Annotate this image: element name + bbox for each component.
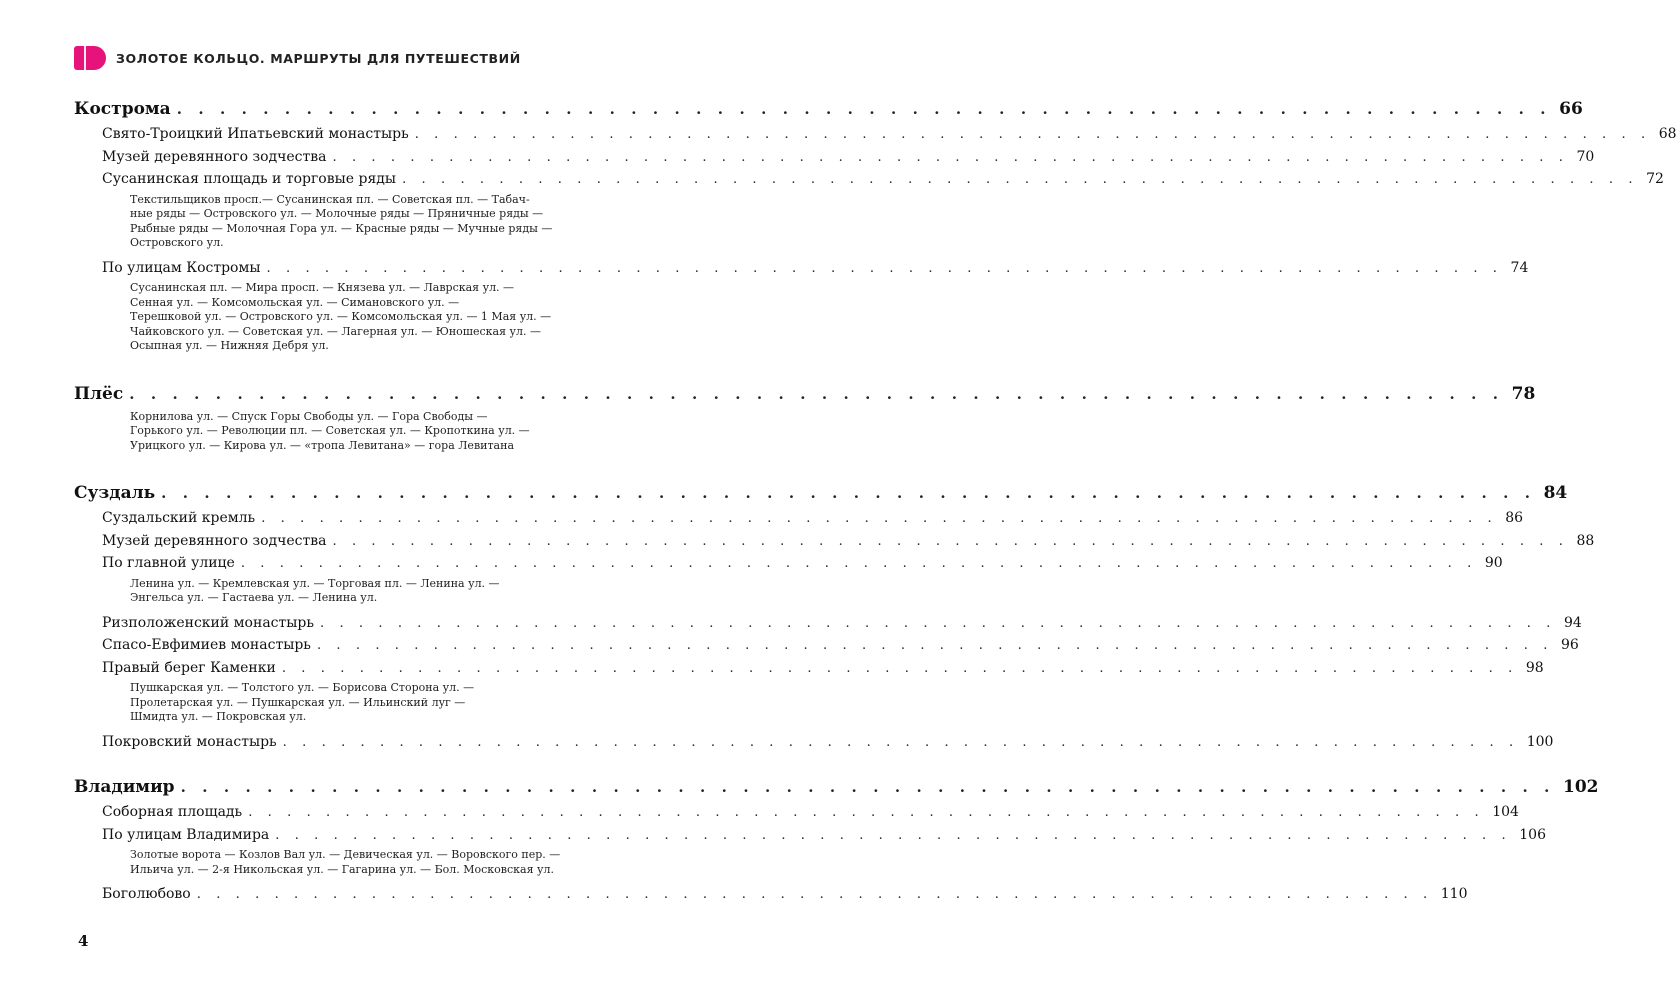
chapter-badge-icon xyxy=(74,46,108,70)
section-entry-title: Суздаль xyxy=(74,483,156,503)
subsection-entry[interactable] xyxy=(74,257,1529,280)
dot-leader: . . . . . . . . . . . . . . . . . . . . . . . . . . . . . . . . . . . . . . . . . . . . . . . . . . . . . . . . . . . . . . . . xyxy=(196,887,1433,902)
street-list xyxy=(74,681,742,725)
subsection-entry-page: 96 xyxy=(1560,637,1579,653)
section-gap xyxy=(74,753,742,773)
subsection-entry-title: Суздальский кремль xyxy=(102,510,256,526)
toc-section xyxy=(74,380,1536,454)
section-entry[interactable] xyxy=(74,479,1568,507)
subsection-entry-page: 104 xyxy=(1492,804,1519,820)
subsection-entry-page: 94 xyxy=(1564,614,1582,631)
section-entry-page: 102 xyxy=(1563,777,1599,797)
subsection-entry-title: Музей деревянного зодчества xyxy=(102,148,327,165)
section-entry-title: Кострома xyxy=(74,99,171,119)
dot-leader: . . . . . . . . . . . . . . . . . . . . . . . . . . . . . . . . . . . . . . . . . . . . . . . . . . . . . . . . . . . . . . . . xyxy=(266,260,1503,276)
subsection-entry-page: 68 xyxy=(1658,126,1677,142)
subsection-entry[interactable] xyxy=(74,123,1677,146)
dot-leader: . . . . . . . . . . . . . . . . . . . . . . . . . . . . . . . . . . . . . . . . . . . . . . . . . . . . . . . . . . . . . . . . xyxy=(176,100,1552,118)
subsection-entry[interactable] xyxy=(74,612,1582,635)
toc-section xyxy=(74,95,1677,354)
section-entry[interactable] xyxy=(74,380,1536,408)
dot-leader: . . . . . . . . . . . . . . . . . . . . . . . . . . . . . . . . . . . . . . . . . . . . . . . . . . . . . . . . . . . . . . . . xyxy=(319,615,1556,631)
dot-leader: . . . . . . . . . . . . . . . . . . . . . . . . . . . . . . . . . . . . . . . . . . . . . . . . . . . . . . . . . . . . . . . . xyxy=(240,556,1477,571)
dot-leader: . . . . . . . . . . . . . . . . . . . . . . . . . . . . . . . . . . . . . . . . . . . . . . . . . . . . . . . . . . . . . . . . xyxy=(281,660,1518,676)
section-entry-title: Владимир xyxy=(74,777,175,797)
subsection-entry-title: По улицам Владимира xyxy=(102,826,270,843)
street-line: Текстильщиков просп.— Сусанинская пл. — Советская пл. — Табач- xyxy=(130,192,530,206)
subsection-entry[interactable] xyxy=(74,824,1546,847)
subsection-entry[interactable] xyxy=(74,634,1579,657)
dot-leader: . . . . . . . . . . . . . . . . . . . . . . . . . . . . . . . . . . . . . . . . . . . . . . . . . . . . . . . . . . . . . . . . xyxy=(402,172,1639,187)
street-list xyxy=(74,410,742,454)
toc-section xyxy=(74,773,1599,906)
street-line: Островского ул. xyxy=(130,236,224,249)
subsection-entry-page: 98 xyxy=(1525,659,1544,676)
subsection-entry[interactable] xyxy=(74,731,1554,754)
street-line: Шмидта ул. — Покровская ул. xyxy=(130,710,307,723)
street-line: Горького ул. — Революции пл. — Советская ул. — Кропоткина ул. — xyxy=(130,424,530,437)
subsection-entry-page: 90 xyxy=(1484,555,1503,571)
section-entry-page: 84 xyxy=(1543,483,1568,503)
subsection-entry-title: Соборная площадь xyxy=(102,804,243,820)
dot-leader: . . . . . . . . . . . . . . . . . . . . . . . . . . . . . . . . . . . . . . . . . . . . . . . . . . . . . . . . . . . . . . . . xyxy=(261,511,1498,526)
table-of-contents xyxy=(74,95,1677,906)
subsection-entry-title: По улицам Костромы xyxy=(102,259,261,276)
subsection-entry-page: 88 xyxy=(1576,532,1595,549)
subsection-entry-title: Спасо-Евфимиев монастырь xyxy=(102,637,311,653)
dot-leader: . . . . . . . . . . . . . . . . . . . . . . . . . . . . . . . . . . . . . . . . . . . . . . . . . . . . . . . . . . . . . . . . xyxy=(282,734,1519,750)
section-gap xyxy=(74,459,742,479)
street-line: Сенная ул. — Комсомольская ул. — Симановского ул. — xyxy=(130,295,460,309)
section-entry-title: Плёс xyxy=(74,383,124,404)
section-entry[interactable] xyxy=(74,95,1583,123)
subsection-entry-title: Ризположенский монастырь xyxy=(102,614,314,631)
subsection-entry[interactable] xyxy=(74,507,1524,530)
subsection-entry[interactable] xyxy=(74,146,1595,169)
dot-leader: . . . . . . . . . . . . . . . . . . . . . . . . . . . . . . . . . . . . . . . . . . . . . . . . . . . . . . . . . . . . . . . . xyxy=(332,149,1569,165)
street-line: Пролетарская ул. — Пушкарская ул. — Ильинский луг — xyxy=(130,695,466,709)
page-number: 4 xyxy=(78,932,89,950)
dot-leader: . . . . . . . . . . . . . . . . . . . . . . . . . . . . . . . . . . . . . . . . . . . . . . . . . . . . . . . . . . . . . . . . xyxy=(180,778,1555,796)
subsection-entry-title: Свято-Троицкий Ипатьевский монастырь xyxy=(102,126,409,142)
toc-section xyxy=(74,479,1595,753)
subsection-entry-page: 100 xyxy=(1526,733,1554,750)
subsection-entry[interactable] xyxy=(74,530,1595,553)
street-list xyxy=(74,848,742,877)
section-entry-page: 66 xyxy=(1559,99,1583,119)
subsection-entry-title: Покровский монастырь xyxy=(102,733,277,750)
street-line: Ильича ул. — 2-я Никольская ул. — Гагарина ул. — Бол. Московская ул. xyxy=(130,862,554,876)
section-gap xyxy=(74,360,742,380)
dot-leader: . . . . . . . . . . . . . . . . . . . . . . . . . . . . . . . . . . . . . . . . . . . . . . . . . . . . . . . . . . . . . . . . xyxy=(332,533,1569,549)
subsection-entry-title: Музей деревянного зодчества xyxy=(102,532,327,549)
street-line: Пушкарская ул. — Толстого ул. — Борисова Сторона ул. — xyxy=(130,681,475,694)
street-line: Осыпная ул. — Нижняя Дебря ул. xyxy=(130,339,329,352)
street-line: Урицкого ул. — Кирова ул. — «тропа Левитана» — гора Левитана xyxy=(130,438,514,452)
street-line: Рыбные ряды — Молочная Гора ул. — Красные ряды — Мучные ряды — xyxy=(130,221,553,235)
subsection-entry-page: 86 xyxy=(1505,510,1524,526)
section-entry[interactable] xyxy=(74,773,1599,801)
subsection-entry-page: 106 xyxy=(1519,826,1546,843)
street-list xyxy=(74,193,742,251)
street-line: Терешковой ул. — Островского ул. — Комсомольская ул. — 1 Мая ул. — xyxy=(130,310,552,323)
subsection-entry-page: 110 xyxy=(1440,886,1468,902)
dot-leader: . . . . . . . . . . . . . . . . . . . . . . . . . . . . . . . . . . . . . . . . . . . . . . . . . . . . . . . . . . . . . . . . xyxy=(161,484,1536,502)
subsection-entry-page: 70 xyxy=(1576,148,1595,165)
subsection-entry-title: Сусанинская площадь и торговые ряды xyxy=(102,171,397,187)
street-line: Чайковского ул. — Советская ул. — Лагерная ул. — Юношеская ул. — xyxy=(130,324,542,338)
street-list xyxy=(74,577,742,606)
subsection-entry[interactable] xyxy=(74,801,1519,824)
running-header xyxy=(74,45,521,71)
street-line: Сусанинская пл. — Мира просп. — Князева ул. — Лаврская ул. — xyxy=(130,281,515,294)
dot-leader: . . . . . . . . . . . . . . . . . . . . . . . . . . . . . . . . . . . . . . . . . . . . . . . . . . . . . . . . . . . . . . . . xyxy=(275,827,1512,843)
subsection-entry-page: 74 xyxy=(1510,259,1529,276)
dot-leader: . . . . . . . . . . . . . . . . . . . . . . . . . . . . . . . . . . . . . . . . . . . . . . . . . . . . . . . . . . . . . . . . xyxy=(129,384,1504,403)
subsection-entry[interactable] xyxy=(74,552,1503,575)
subsection-entry[interactable] xyxy=(74,883,1468,906)
subsection-entry[interactable] xyxy=(74,657,1544,680)
street-list xyxy=(74,281,742,354)
street-line: Золотые ворота — Козлов Вал ул. — Девическая ул. — Воровского пер. — xyxy=(130,848,561,861)
dot-leader: . . . . . . . . . . . . . . . . . . . . . . . . . . . . . . . . . . . . . . . . . . . . . . . . . . . . . . . . . . . . . . . . xyxy=(414,127,1651,142)
street-line: Корнилова ул. — Спуск Горы Свободы ул. — Гора Свободы — xyxy=(130,409,488,423)
street-line: Ленина ул. — Кремлевская ул. — Торговая пл. — Ленина ул. — xyxy=(130,576,500,590)
subsection-entry-title: По главной улице xyxy=(102,555,235,571)
subsection-entry-title: Боголюбово xyxy=(102,886,191,902)
street-line: Энгельса ул. — Гастаева ул. — Ленина ул. xyxy=(130,591,378,604)
subsection-entry[interactable] xyxy=(74,168,1664,191)
subsection-entry-page: 72 xyxy=(1646,171,1664,187)
section-entry-page: 78 xyxy=(1511,383,1536,404)
dot-leader: . . . . . . . . . . . . . . . . . . . . . . . . . . . . . . . . . . . . . . . . . . . . . . . . . . . . . . . . . . . . . . . . xyxy=(248,805,1485,820)
header-title: ЗОЛОТОЕ КОЛЬЦО. МАРШРУТЫ ДЛЯ ПУТЕШЕСТВИЙ xyxy=(116,50,521,66)
street-line: ные ряды — Островского ул. — Молочные ряды — Пряничные ряды — xyxy=(130,207,544,220)
subsection-entry-title: Правый берег Каменки xyxy=(102,659,276,676)
dot-leader: . . . . . . . . . . . . . . . . . . . . . . . . . . . . . . . . . . . . . . . . . . . . . . . . . . . . . . . . . . . . . . . . xyxy=(316,638,1553,653)
